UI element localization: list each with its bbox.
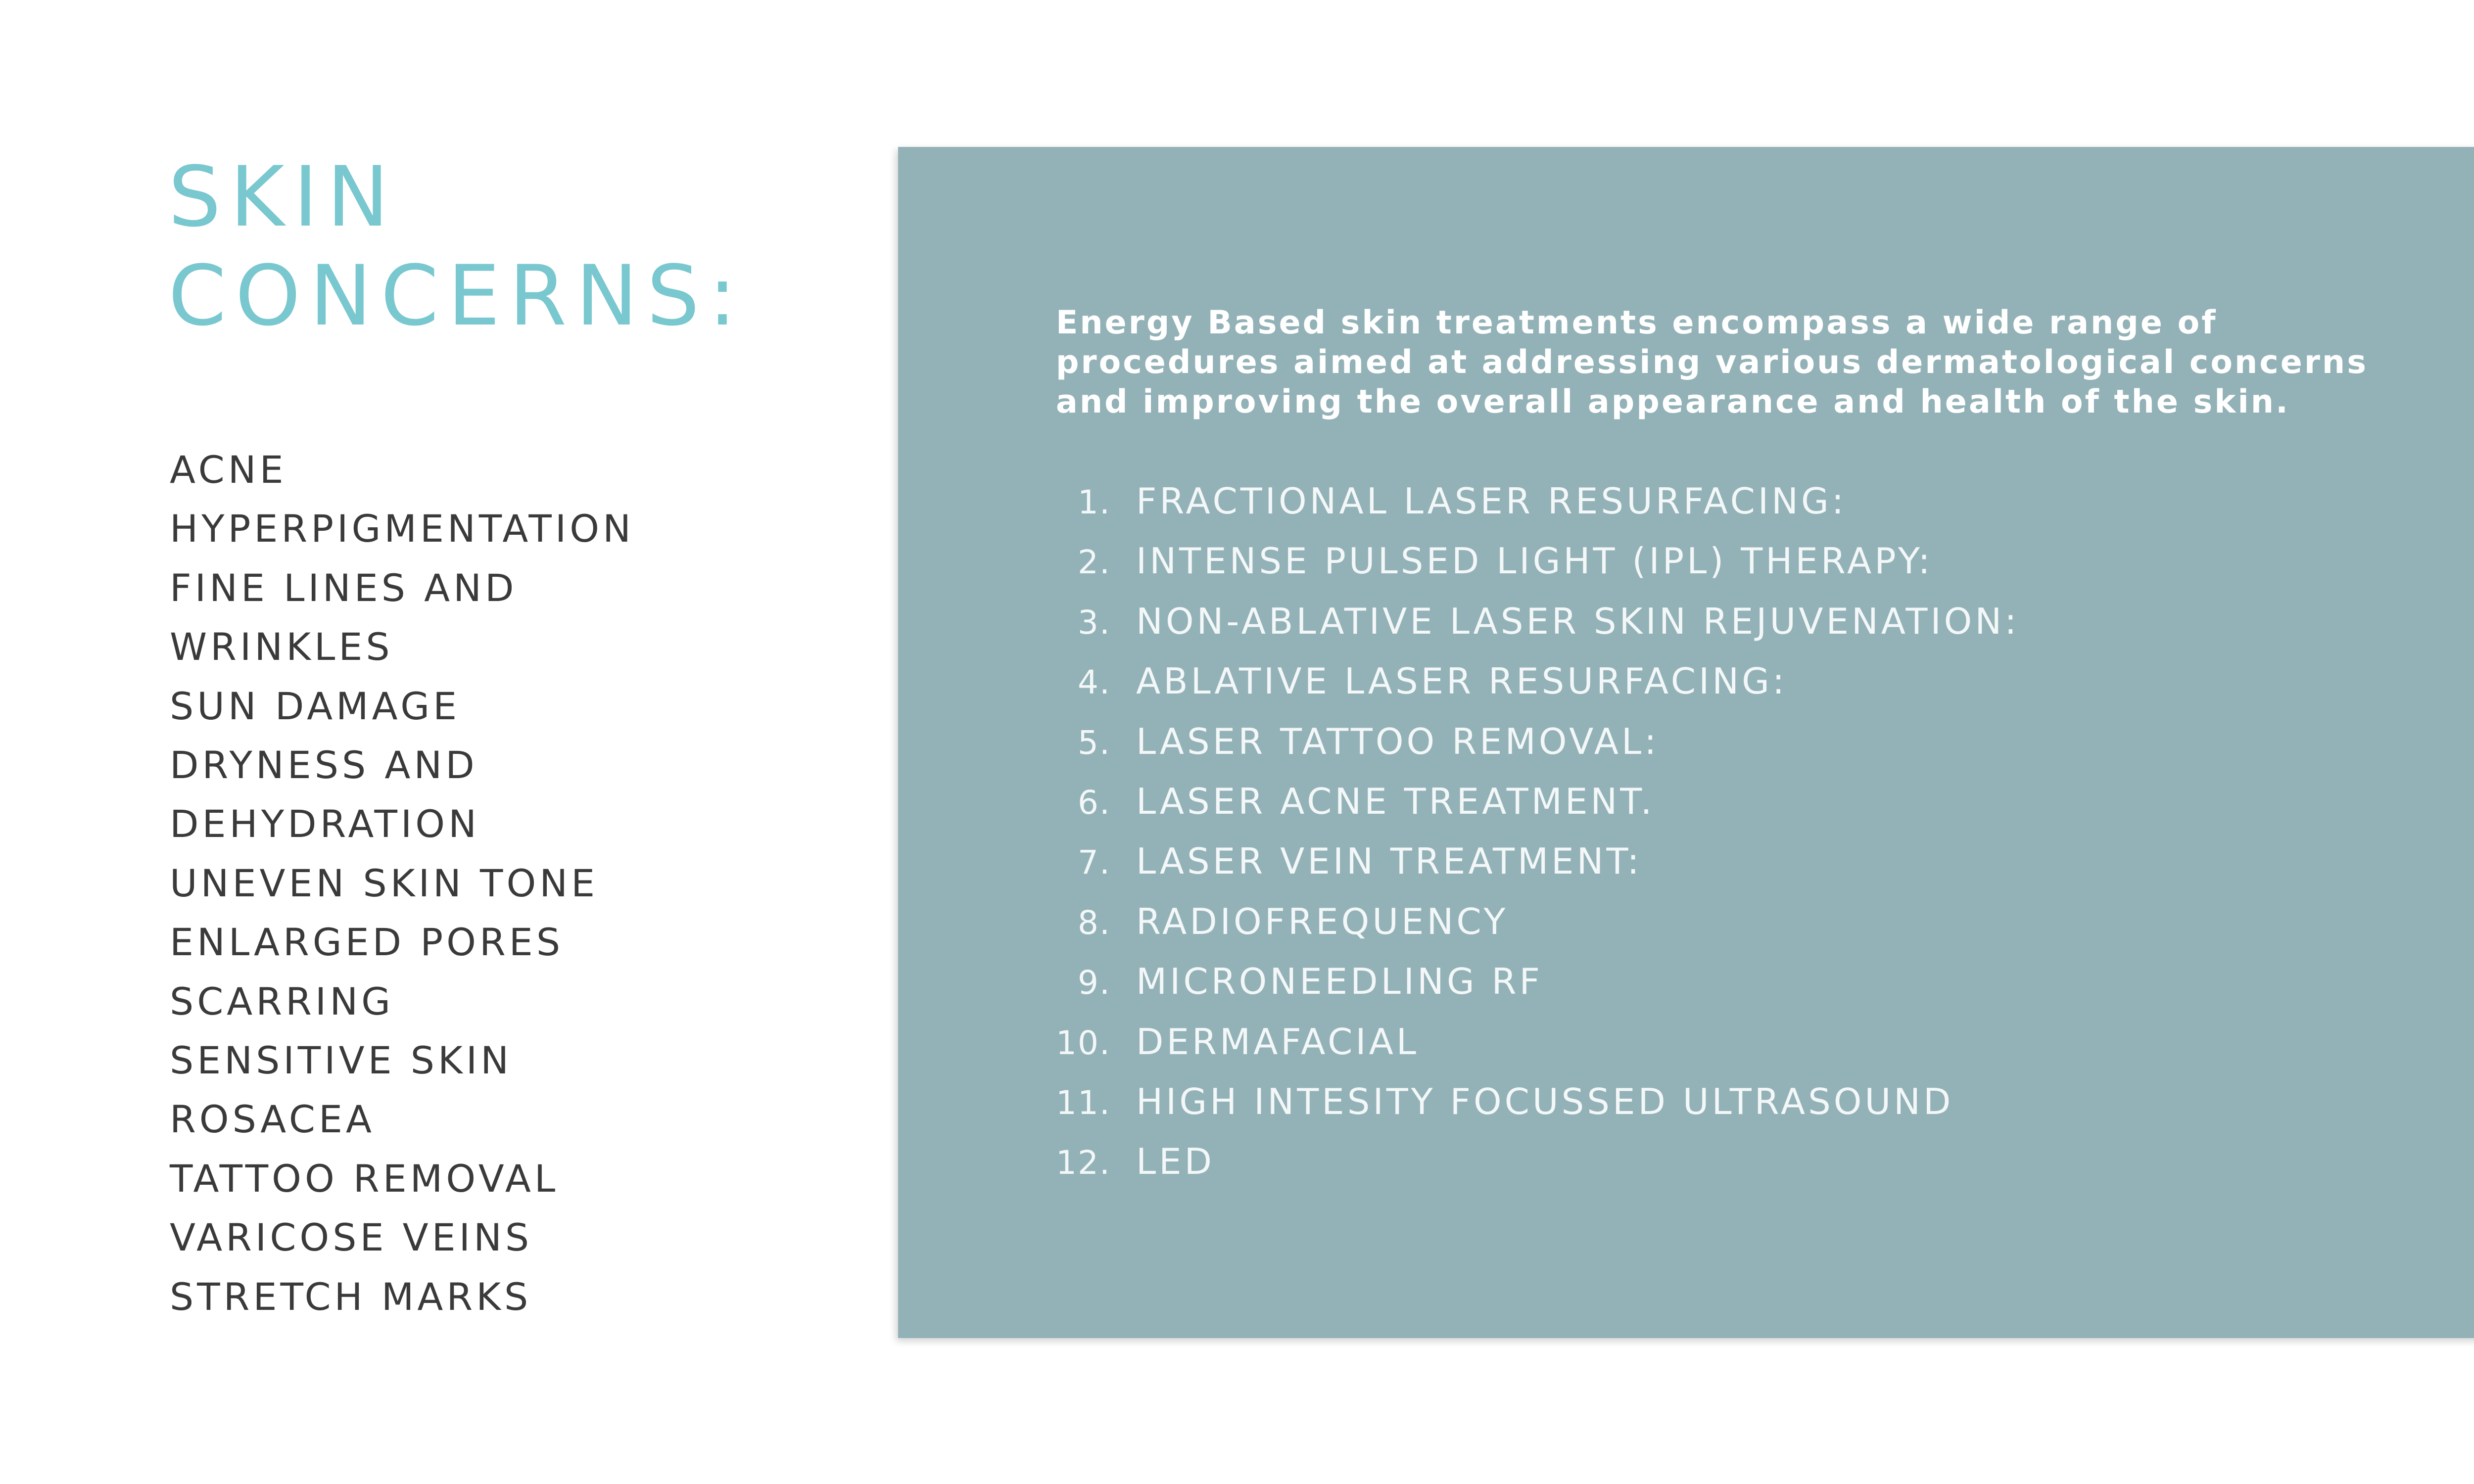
concern-item: UNEVEN SKIN TONE (170, 861, 599, 905)
treatment-item (898, 532, 1933, 592)
treatment-label: MICRONEEDLING RF (1136, 961, 1543, 1003)
treatment-number: 4. (1078, 663, 1111, 702)
concern-item: ENLARGED PORES (170, 920, 564, 965)
treatment-item (898, 472, 1847, 532)
intro-line: procedures aimed at addressing various dermatological concerns (1056, 344, 2368, 381)
treatment-label: FRACTIONAL LASER RESURFACING: (1136, 480, 1847, 522)
treatment-label: DERMAFACIAL (1136, 1020, 1420, 1063)
treatment-number: 12. (1056, 1144, 1111, 1182)
treatment-item (898, 952, 1543, 1012)
concern-item: ROSACEA (170, 1097, 376, 1142)
treatment-item (898, 1013, 1420, 1072)
treatment-label: LASER TATTOO REMOVAL: (1136, 720, 1660, 762)
intro-line: Energy Based skin treatments encompass a wide range of (1056, 304, 2218, 341)
treatment-label: ABLATIVE LASER RESURFACING: (1136, 660, 1788, 702)
treatment-number: 6. (1078, 784, 1111, 822)
treatment-number: 1. (1078, 483, 1111, 521)
treatment-item (898, 712, 1660, 772)
treatment-item (898, 1072, 1954, 1132)
treatment-label: LASER VEIN TREATMENT: (1136, 840, 1642, 882)
concern-item: SCARRING (170, 979, 394, 1023)
concern-item: VARICOSE VEINS (170, 1215, 533, 1260)
treatment-label: NON-ABLATIVE LASER SKIN REJUVENATION: (1136, 600, 2020, 642)
treatment-number: 8. (1078, 903, 1111, 942)
treatment-number: 2. (1078, 543, 1111, 582)
title-line-2: CONCERNS: (168, 247, 746, 344)
skin-concerns-list (170, 440, 634, 1326)
treatment-item (898, 892, 1509, 952)
treatment-label: INTENSE PULSED LIGHT (IPL) THERAPY: (1136, 540, 1933, 582)
concern-item: SENSITIVE SKIN (170, 1038, 513, 1083)
concern-item: DEHYDRATION (170, 802, 480, 846)
treatment-item (898, 772, 1655, 832)
treatment-label: RADIOFREQUENCY (1136, 900, 1509, 942)
concern-item: DRYNESS AND (170, 743, 478, 788)
treatment-number: 3. (1078, 603, 1111, 642)
treatment-number: 7. (1078, 843, 1111, 882)
concern-item: STRETCH MARKS (170, 1274, 532, 1319)
concern-item: SUN DAMAGE (170, 684, 461, 728)
treatment-label: LED (1136, 1141, 1215, 1183)
title-line-1: SKIN (168, 148, 398, 245)
concern-item: FINE LINES AND (170, 565, 518, 610)
treatment-label: HIGH INTESITY FOCUSSED ULTRASOUND (1136, 1081, 1954, 1123)
treatment-item (898, 652, 1788, 712)
treatment-number: 10. (1056, 1023, 1111, 1062)
treatments-list (898, 472, 2020, 1193)
treatment-item (898, 1132, 1215, 1192)
page-title (168, 147, 745, 345)
treatment-label: LASER ACNE TREATMENT. (1136, 781, 1655, 823)
intro-paragraph (1056, 303, 2392, 422)
intro-line: and improving the overall appearance and health of the skin. (1056, 383, 2290, 420)
treatment-number: 5. (1078, 723, 1111, 762)
treatment-number: 9. (1078, 964, 1111, 1002)
treatments-panel (898, 147, 2474, 1338)
concern-item: TATTOO REMOVAL (170, 1156, 559, 1201)
treatment-item (898, 832, 1642, 892)
treatment-number: 11. (1056, 1084, 1111, 1122)
concern-item: WRINKLES (170, 625, 393, 669)
concern-item: HYPERPIGMENTATION (170, 507, 634, 551)
treatment-item (898, 592, 2020, 652)
concern-item: ACNE (170, 448, 287, 492)
